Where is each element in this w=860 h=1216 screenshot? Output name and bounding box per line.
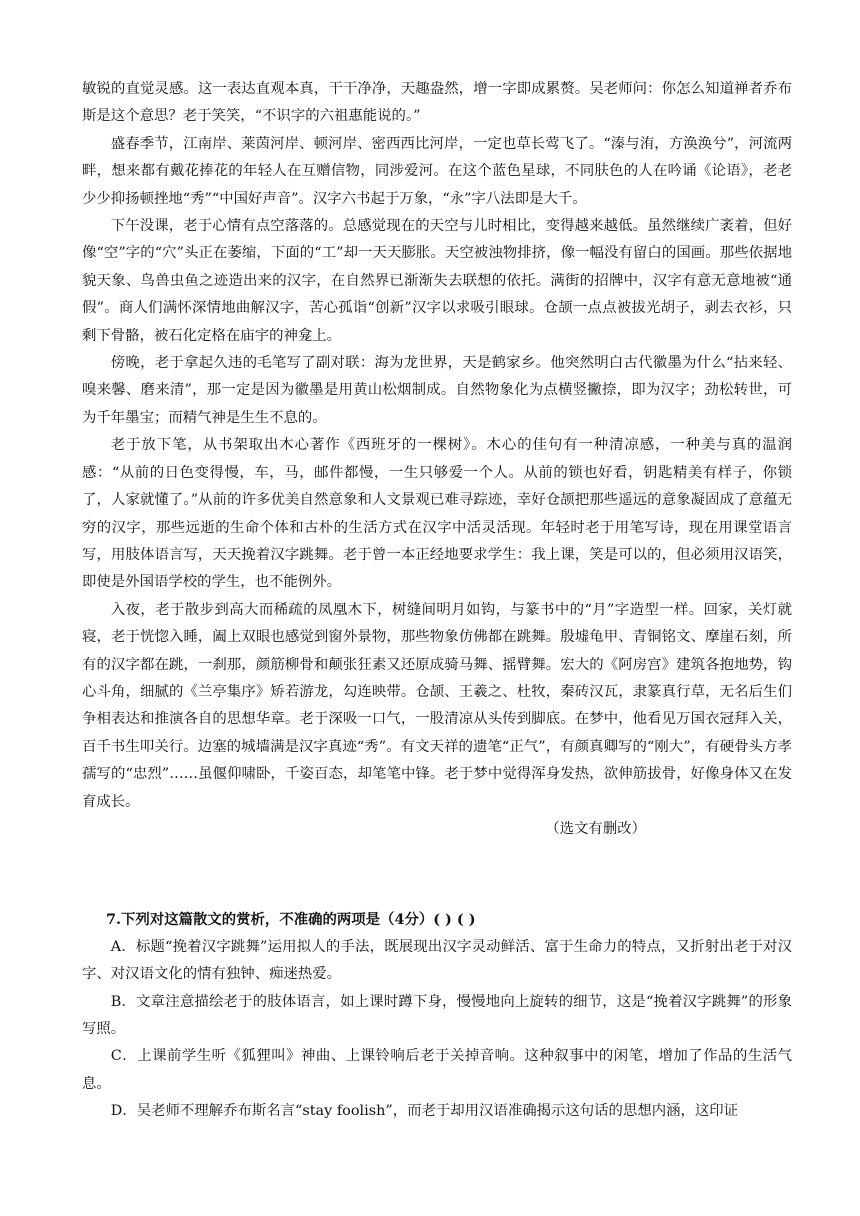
- option-c: C．上课前学生听《狐狸叫》神曲、上课铃响后老于关掉音响。这种叙事中的闲笔，增加了作品的生活气息。: [82, 1048, 792, 1092]
- article-paragraph-2: 盛春季节，江南岸、莱茵河岸、顿河岸、密西西比河岸，一定也草长莺飞了。“溱与洧，方涣涣兮”，河流两畔，想来都有戴花捧花的年轻人在互赠信物，同涉爱河。在这个蓝色星球，不同肤色的人在吟诵《论语》，老老少少抑扬顿挫地“秀”“中国好声音”。汉字六书起于万象，“永”字八法即是大千。: [82, 135, 792, 207]
- article-paragraph-5: 老于放下笔，从书架取出木心著作《西班牙的一棵树》。木心的佳句有一种清凉感，一种美与真的温润感：“从前的日色变得慢，车，马，邮件都慢，一生只够爱一个人。从前的锁也好看，钥匙精美有样子，你锁了，人家就懂了。”从前的许多优美自然意象和人文景观已难寻踪迹，幸好仓颉把那些遥远的意象凝固成了意蕴无穷的汉字，那些远逝的生命个体和古朴的生活方式在汉字中活灵活现。年轻时老于用笔写诗，现在用课堂语言写，用肢体语言写，天天挽着汉字跳舞。老于曾一本正经地要求学生：我上课，笑是可以的，但必须用汉语笑，即使是外国语学校的学生，也不能例外。: [82, 437, 792, 591]
- article-paragraph-4: 傍晚，老于拿起久违的毛笔写了副对联：海为龙世界，天是鹤家乡。他突然明白古代徽墨为什么“拈来轻、嗅来馨、磨来清”，那一定是因为徽墨是用黄山松烟制成。自然物象化为点横竖撇捺，即为汉字；劲松转世，可为千年墨宝；而精气神是生生不息的。: [82, 355, 792, 426]
- option-d: D．吴老师不理解乔布斯名言“stay foolish”，而老于却用汉语准确揭示这句话的思想内涵，这印证: [110, 1103, 739, 1120]
- article-paragraph-3: 下午没课，老于心情有点空落落的。总感觉现在的天空与儿时相比，变得越来越低。虽然继续广袤着，但好像“空”字的“穴”头正在萎缩，下面的“工”却一天天膨胀。天空被浊物排挤，像一幅没有留白的国画。那些依据地貌天象、鸟兽虫鱼之迹造出来的汉字，在自然界已渐渐失去联想的依托。满街的招牌中，汉字有意无意地被“通假”。商人们满怀深情地曲解汉字，苦心孤诣“创新”汉字以求吸引眼球。仓颉一点点被拔光胡子，剥去衣衫，只剩下骨骼，被石化定格在庙宇的神龛上。: [82, 218, 792, 344]
- document-page: [82, 76, 792, 1126]
- source-note: （选文有删改）: [545, 820, 646, 837]
- option-a: A．标题“挽着汉字跳舞”运用拟人的手法，既展现出汉字灵动鲜活、富于生命力的特点，又折射出老于对汉字、对汉语文化的情有独钟、痴迷热爱。: [82, 938, 792, 983]
- article-paragraph-1: 敏锐的直觉灵感。这一表达直观本真，干干净净，天趣盎然，增一字即成累赘。吴老师问：你怎么知道禅者乔布斯是这个意思？老于笑笑，“不识字的六祖惠能说的。”: [82, 81, 792, 125]
- option-b: B．文章注意描绘老于的肢体语言，如上课时蹲下身，慢慢地向上旋转的细节，这是“挽着汉字跳舞”的形象写照。: [82, 993, 792, 1037]
- section-gap: [82, 843, 792, 906]
- question-title: 7.下列对这篇散文的赏析，不准确的两项是（4分）( ) ( ): [106, 911, 476, 929]
- article-paragraph-6: 入夜，老于散步到高大而稀疏的凤凰木下，树缝间明月如钩，与篆书中的“月”字造型一样。回家，关灯就寝，老于恍惚入睡，阖上双眼也感觉到窗外景物，那些物象仿佛都在跳舞。殷墟龟甲、青铜铭文、摩崖石刻，所有的汉字都在跳，一刹那，颜筋柳骨和颠张狂素又还原成骑马舞、摇臂舞。宏大的《阿房宫》建筑各抱地势，钩心斗角，细腻的《兰亭集序》矫若游龙，勾连映带。仓颉、王羲之、杜牧，秦砖汉瓦，隶篆真行草，无名后生们争相表达和推演各自的思想华章。老于深吸一口气，一股清凉从头传到脚底。在梦中，他看见万国衣冠拜入关，百千书生叩关行。边塞的城墙满是汉字真迹“秀”。有文天祥的遗笔“正气”，有颜真卿写的“刚大”，有硬骨头方孝孺写的“忠烈”……虽偃仰啸卧，千姿百态，却笔笔中锋。老于梦中觉得浑身发热，欲伸筋拔骨，好像身体又在发育成长。: [82, 601, 792, 810]
